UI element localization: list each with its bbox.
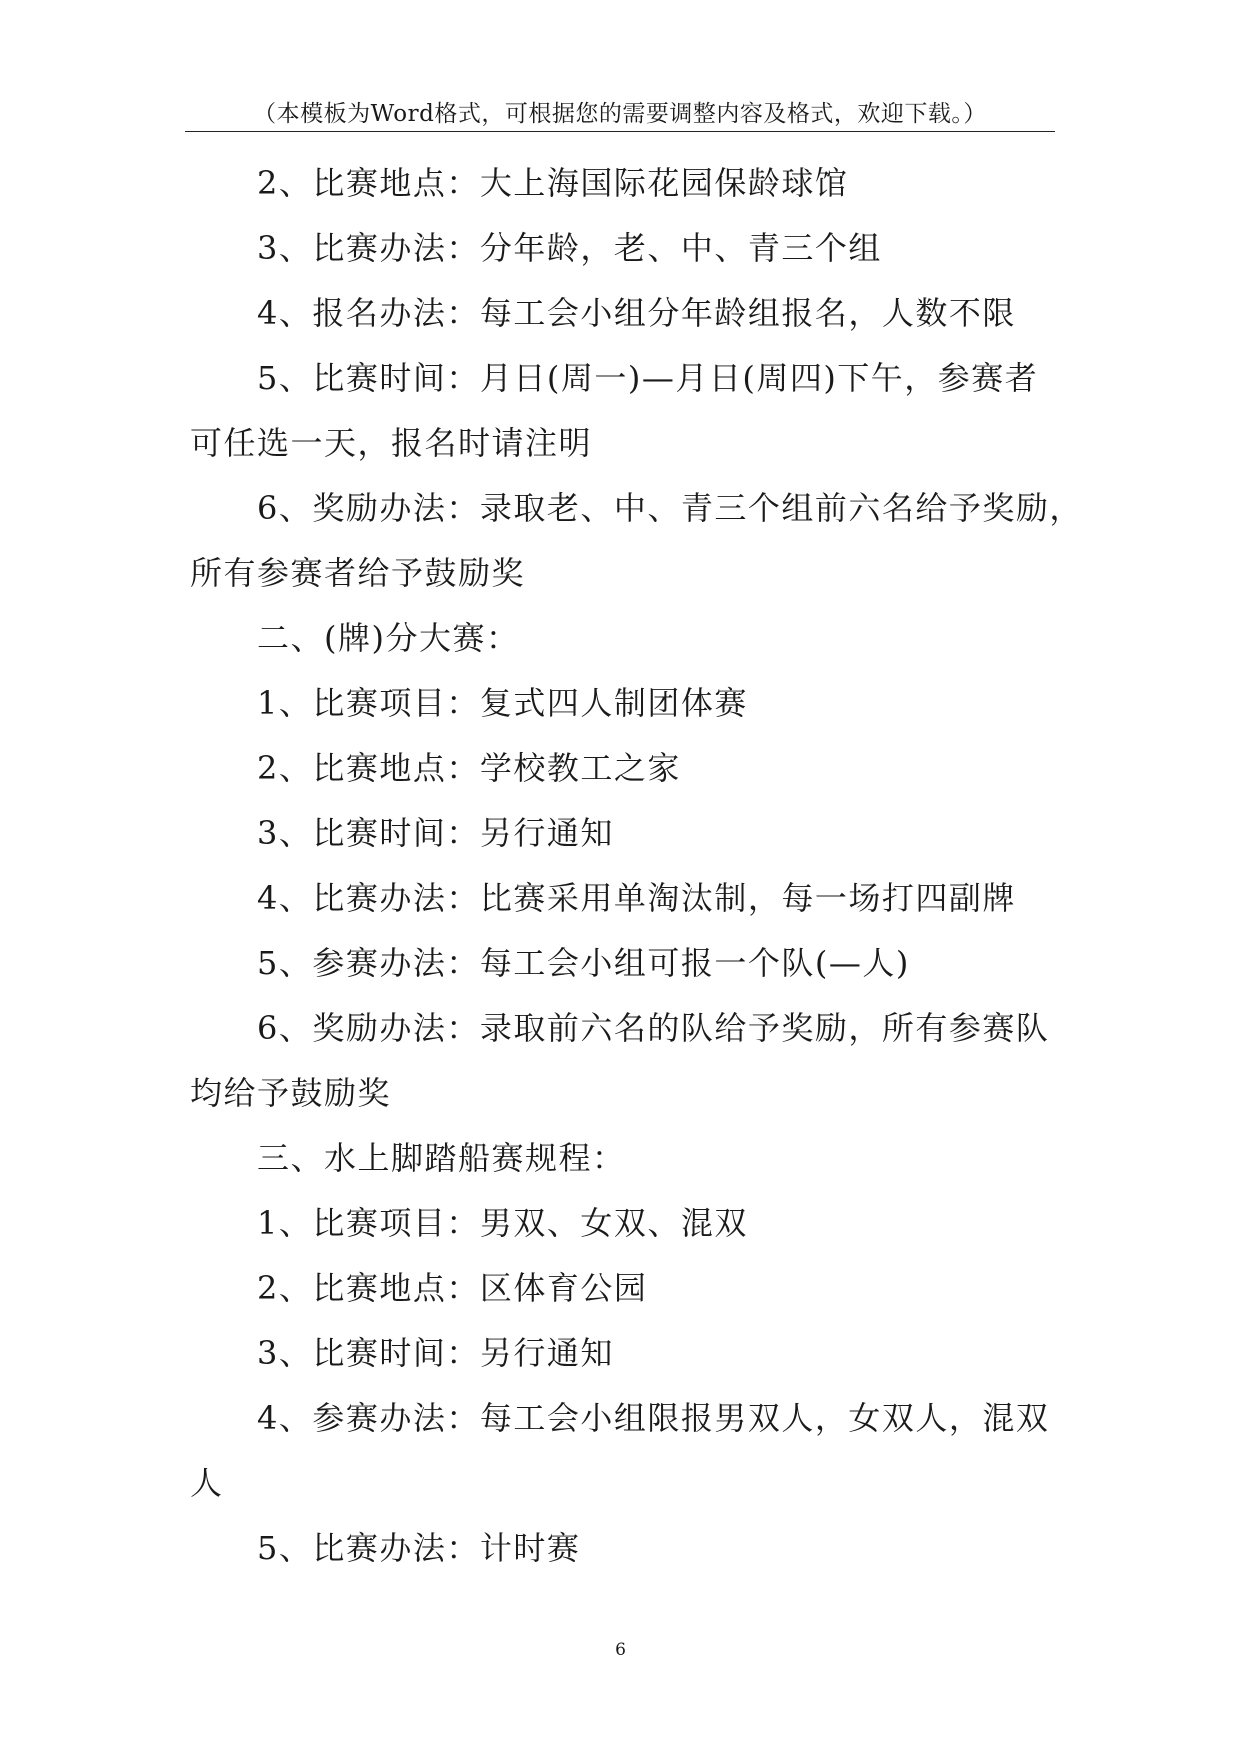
- paragraph-line: 1、比赛项目：复式四人制团体赛: [257, 684, 748, 722]
- section-heading: 二、(牌)分大赛：: [257, 619, 520, 657]
- paragraph-line: 2、比赛地点：大上海国际花园保龄球馆: [257, 164, 849, 202]
- paragraph-line: 人: [190, 1464, 224, 1502]
- paragraph-line: 3、比赛办法：分年龄，老、中、青三个组: [257, 229, 882, 267]
- paragraph-line: 5、参赛办法：每工会小组可报一个队(—人): [257, 944, 910, 982]
- paragraph-line: 3、比赛时间：另行通知: [257, 1334, 614, 1372]
- paragraph-line: 所有参赛者给予鼓励奖: [190, 554, 526, 592]
- paragraph-line: 6、奖励办法：录取前六名的队给予奖励，所有参赛队: [257, 1009, 1050, 1047]
- paragraph-line: 5、比赛时间：月日(周一)—月日(周四)下午，参赛者: [257, 359, 1039, 397]
- header-divider: [185, 131, 1055, 132]
- paragraph-line: 可任选一天，报名时请注明: [190, 424, 593, 462]
- document-body: [190, 151, 1083, 1581]
- paragraph-line: 5、比赛办法：计时赛: [257, 1529, 581, 1567]
- paragraph-line: 2、比赛地点：区体育公园: [257, 1269, 648, 1307]
- paragraph-line: 2、比赛地点：学校教工之家: [257, 749, 681, 787]
- paragraph-line: 1、比赛项目：男双、女双、混双: [257, 1204, 748, 1242]
- paragraph-line: 4、比赛办法：比赛采用单淘汰制，每一场打四副牌: [257, 879, 1016, 917]
- paragraph-line: 4、参赛办法：每工会小组限报男双人，女双人，混双: [257, 1399, 1050, 1437]
- section-heading: 三、水上脚踏船赛规程：: [257, 1139, 626, 1177]
- paragraph-line: 3、比赛时间：另行通知: [257, 814, 614, 852]
- page-number: 6: [615, 1640, 626, 1660]
- paragraph-line: 4、报名办法：每工会小组分年龄组报名，人数不限: [257, 294, 1016, 332]
- template-note-header: （本模板为Word格式，可根据您的需要调整内容及格式，欢迎下载。）: [253, 101, 987, 127]
- paragraph-line: 均给予鼓励奖: [190, 1074, 392, 1112]
- paragraph-line: 6、奖励办法：录取老、中、青三个组前六名给予奖励，: [257, 489, 1083, 527]
